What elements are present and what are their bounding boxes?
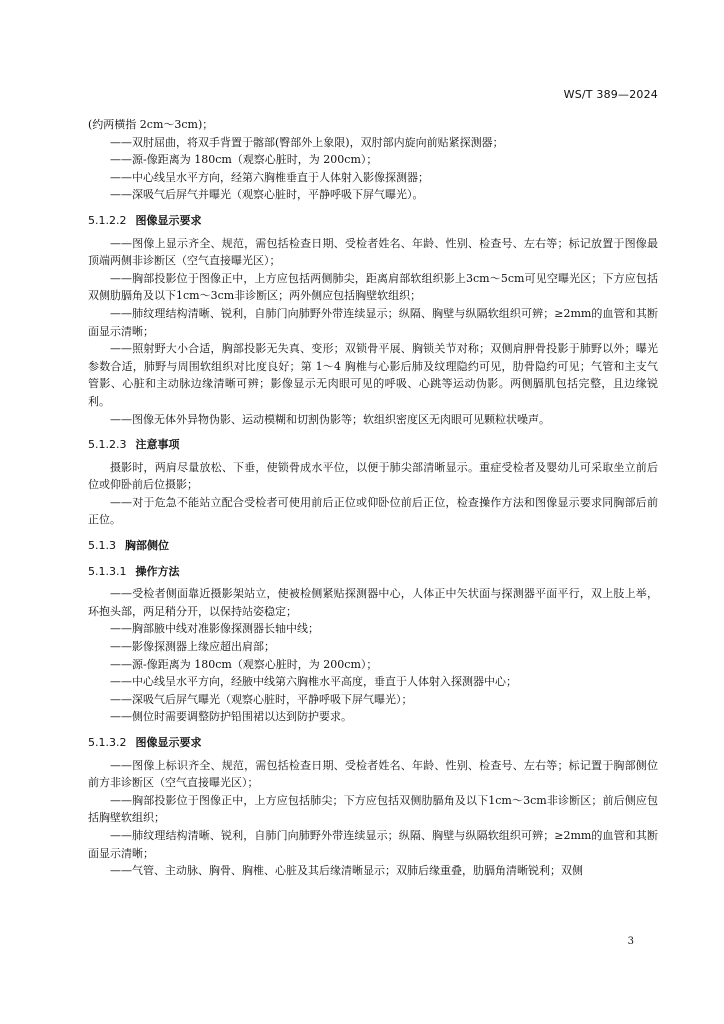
section-number: 5.1.2.2	[88, 213, 127, 227]
paragraph: ——双肘屈曲，将双手背置于髂部(臀部外上象限)，双肘部内旋向前贴紧探测器；	[110, 135, 504, 149]
section-number: 5.1.2.3	[88, 438, 127, 452]
paragraph: ——中心线呈水平方向，经腋中线第六胸椎水平高度，垂直于人体射入探测器中心；	[110, 675, 517, 689]
document-body	[88, 116, 658, 880]
section-number: 5.1.3.2	[88, 736, 127, 749]
paragraph: ——图像上显示齐全、规范，需包括检查日期、受检者姓名、年龄、性别、检查号、左右等；标记放置于图像最顶端两侧非诊断区（空气直接曝光区）；	[88, 236, 658, 268]
section-heading	[88, 734, 658, 752]
paragraph: ——胸部腋中线对准影像探测器长轴中线；	[110, 622, 319, 636]
paragraph: ——受检者侧面靠近摄影架站立，使被检侧紧贴探测器中心，人体正中矢状面与探测器平面平行，双上肢上举，环抱头部，两足稍分开，以保持站姿稳定；	[88, 587, 658, 618]
section-title: 胸部侧位	[125, 539, 169, 553]
section-title: 注意事项	[135, 438, 180, 452]
paragraph: ——源-像距离为 180cm（观察心脏时，为 200cm）；	[110, 657, 378, 671]
section-title: 图像显示要求	[135, 736, 202, 749]
paragraph: ——图像无体外异物伪影、运动模糊和切割伪影等；软组织密度区无肉眼可见颗粒状噪声。	[110, 412, 550, 426]
section-heading	[88, 563, 658, 581]
paragraph: ——图像上标识齐全、规范，需包括检查日期、受检者姓名、年龄、性别、检查号、左右等；标记置于胸部侧位前方非诊断区（空气直接曝光区）；	[88, 758, 658, 790]
page-number: 3	[627, 936, 634, 947]
section-title: 图像显示要求	[135, 213, 202, 227]
paragraph: ——侧位时需要调整防护铅围裙以达到防护要求。	[110, 710, 352, 724]
section-heading	[88, 436, 658, 454]
section-heading	[88, 537, 658, 555]
section-number: 5.1.3.1	[88, 564, 127, 578]
paragraph: ——中心线呈水平方向，经第六胸椎垂直于人体射入影像探测器；	[110, 170, 429, 184]
section-title: 操作方法	[135, 564, 180, 578]
paragraph: ——胸部投影位于图像正中，上方应包括肺尖；下方应包括双侧肋膈角及以下1cm～3cm非诊断区；前后侧应包括胸壁软组织；	[88, 793, 658, 825]
paragraph: ——气管、主动脉、胸骨、胸椎、心脏及其后缘清晰显示；双肺后缘重叠，肋膈角清晰锐利；双侧	[110, 864, 583, 878]
doc-standard-number: WS/T 389—2024	[563, 88, 658, 101]
paragraph: 摄影时，两肩尽量放松、下垂，使锁骨成水平位，以便于肺尖部清晰显示。重症受检者及婴幼儿可采取坐立前后位或仰卧前后位摄影；	[88, 460, 658, 492]
paragraph: ——胸部投影位于图像正中，上方应包括两侧肺尖，距离肩部软组织影上3cm～5cm可见空曝光区；下方应包括双侧肋膈角及以下1cm～3cm非诊断区；两外侧应包括胸壁软组织；	[88, 271, 658, 303]
section-number: 5.1.3	[88, 539, 116, 553]
paragraph: (约两横指 2cm～3cm)；	[88, 118, 214, 131]
paragraph: ——对于危急不能站立配合受检者可使用前后正位或仰卧位前后正位，检查操作方法和图像显示要求同胸部后前正位。	[88, 495, 658, 527]
paragraph: ——深吸气后屏气并曝光（观察心脏时，平静呼吸下屏气曝光）。	[110, 188, 424, 202]
paragraph: ——照射野大小合适，胸部投影无失真、变形；双锁骨平展、胸锁关节对称；双侧肩胛骨投影于肺野以外；曝光参数合适，肺野与周围软组织对比度良好；第 1～4 胸椎与心影后肺及纹理隐约可见，肋骨隐约可见；气管和主支气管影、心脏和主动脉边缘清晰可辨；影像显示无肉眼可见的呼吸、心跳等运动伪影。两侧膈肌包括完整，且边缘锐利。	[88, 342, 658, 408]
paragraph: ——肺纹理结构清晰、锐利，自肺门向肺野外带连续显示；纵隔、胸壁与纵隔软组织可辨；≥2mm的血管和其断面显示清晰；	[88, 306, 658, 338]
section-heading	[88, 212, 658, 230]
paragraph: ——肺纹理结构清晰、锐利，自肺门向肺野外带连续显示；纵隔、胸壁与纵隔软组织可辨；≥2mm的血管和其断面显示清晰；	[88, 828, 658, 860]
paragraph: ——影像探测器上缘应超出肩部；	[110, 640, 275, 654]
paragraph: ——源-像距离为 180cm（观察心脏时，为 200cm）；	[110, 153, 378, 167]
paragraph: ——深吸气后屏气曝光（观察心脏时，平静呼吸下屏气曝光）；	[110, 692, 413, 706]
